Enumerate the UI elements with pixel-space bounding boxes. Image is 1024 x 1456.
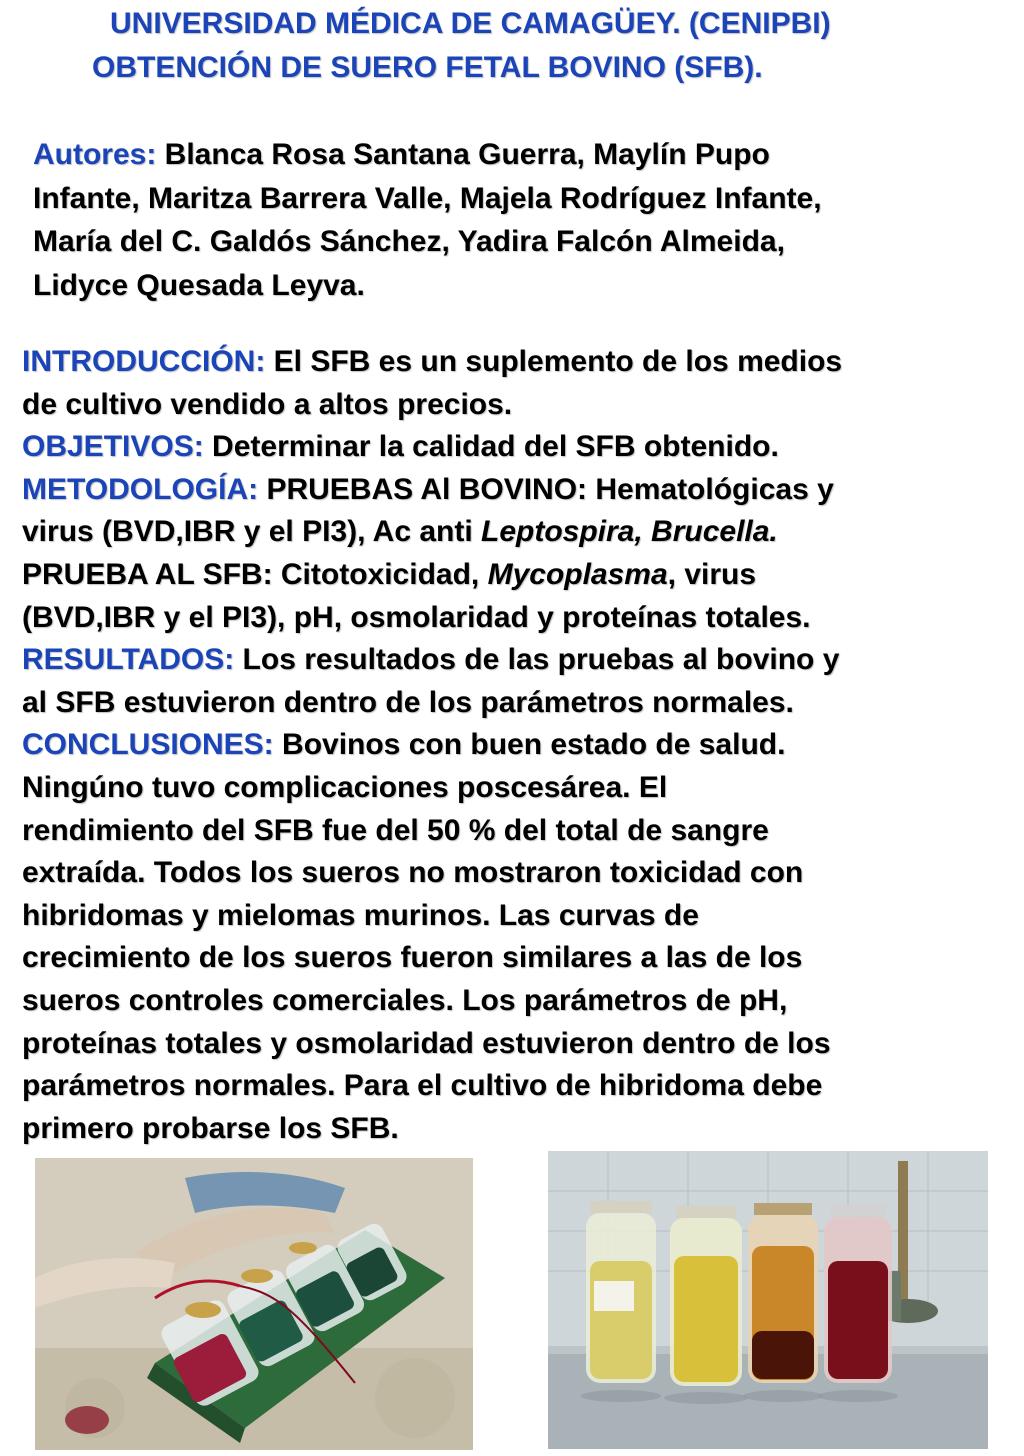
methodology-label: METODOLOGÍA: bbox=[22, 472, 259, 506]
conclusions-line-7: sueros controles comerciales. Los parámetros de pH, bbox=[22, 983, 788, 1017]
conclusions-line-6: crecimiento de los sueros fueron similares a las de los bbox=[22, 941, 803, 975]
photo-blood-collection-illustration bbox=[35, 1158, 473, 1450]
authors-text: Blanca Rosa Santana Guerra, Maylín Pupo bbox=[156, 138, 770, 171]
intro-label: INTRODUCCIÓN: bbox=[22, 345, 266, 378]
authors-line-4: Lidyce Quesada Leyva. bbox=[33, 268, 365, 302]
conclusions-line-10: primero probarse los SFB. bbox=[22, 1111, 399, 1145]
methodology-line-3 bbox=[22, 554, 1012, 597]
results-line-2: al SFB estuvieron dentro de los parámetros normales. bbox=[22, 685, 794, 719]
methodology-text-2a: virus (BVD,IBR y el PI3), Ac anti bbox=[22, 515, 482, 549]
conclusions-line-3: rendimiento del SFB fue del 50 % del total de sangre bbox=[22, 813, 769, 847]
objectives-label: OBJETIVOS: bbox=[22, 430, 204, 464]
methodology-text-3c: , virus bbox=[667, 557, 757, 591]
methodology-text-3a: PRUEBA AL SFB: Citotoxicidad, bbox=[22, 557, 488, 591]
photo-blood-collection bbox=[35, 1158, 473, 1450]
university-title: UNIVERSIDAD MÉDICA DE CAMAGÜEY. (CENIPBI) bbox=[110, 7, 831, 40]
results-text: Los resultados de las pruebas al bovino y bbox=[234, 643, 840, 677]
results-label: RESULTADOS: bbox=[22, 643, 235, 677]
intro-line-1 bbox=[22, 341, 1012, 384]
methodology-text: PRUEBAS Al BOVINO: Hematológicas y bbox=[258, 472, 834, 506]
conclusions-label: CONCLUSIONES: bbox=[22, 728, 274, 762]
results-line-1 bbox=[22, 639, 1012, 682]
conclusions-line-2: Ningúno tuvo complicaciones poscesárea. El bbox=[22, 770, 668, 804]
photo-serum-bottles-illustration bbox=[548, 1151, 988, 1449]
conclusions-line-1 bbox=[22, 724, 1012, 767]
authors-label: Autores: bbox=[33, 138, 157, 171]
authors-line-3: María del C. Galdós Sánchez, Yadira Falcón Almeida, bbox=[33, 225, 785, 258]
objectives-line bbox=[22, 426, 1012, 469]
conclusions-line-9: parámetros normales. Para el cultivo de hibridoma debe bbox=[22, 1069, 823, 1103]
methodology-line-1 bbox=[22, 469, 1012, 512]
intro-text: El SFB es un suplemento de los medios bbox=[265, 345, 843, 378]
conclusions-line-8: proteínas totales y osmolaridad estuvieron dentro de los bbox=[22, 1026, 831, 1060]
conclusions-text: Bovinos con buen estado de salud. bbox=[273, 728, 786, 762]
authors-line-1 bbox=[33, 133, 993, 177]
photo-serum-bottles bbox=[548, 1151, 988, 1449]
methodology-text-2b: Leptospira, Brucella. bbox=[481, 515, 778, 549]
conclusions-line-5: hibridomas y mielomas murinos. Las curvas de bbox=[22, 898, 699, 932]
methodology-text-3b: Mycoplasma bbox=[487, 557, 668, 591]
conclusions-line-4: extraída. Todos los sueros no mostraron toxicidad con bbox=[22, 856, 804, 890]
methodology-line-2 bbox=[22, 511, 1012, 554]
objectives-text: Determinar la calidad del SFB obtenido. bbox=[203, 430, 779, 464]
document-title: OBTENCIÓN DE SUERO FETAL BOVINO (SFB). bbox=[92, 51, 763, 84]
methodology-line-4: (BVD,IBR y el PI3), pH, osmolaridad y proteínas totales. bbox=[22, 600, 811, 634]
abstract-body bbox=[22, 341, 1012, 1150]
intro-line-2: de cultivo vendido a altos precios. bbox=[22, 387, 513, 421]
authors-block bbox=[33, 133, 993, 307]
authors-line-2: Infante, Maritza Barrera Valle, Majela Rodríguez Infante, bbox=[33, 181, 822, 215]
